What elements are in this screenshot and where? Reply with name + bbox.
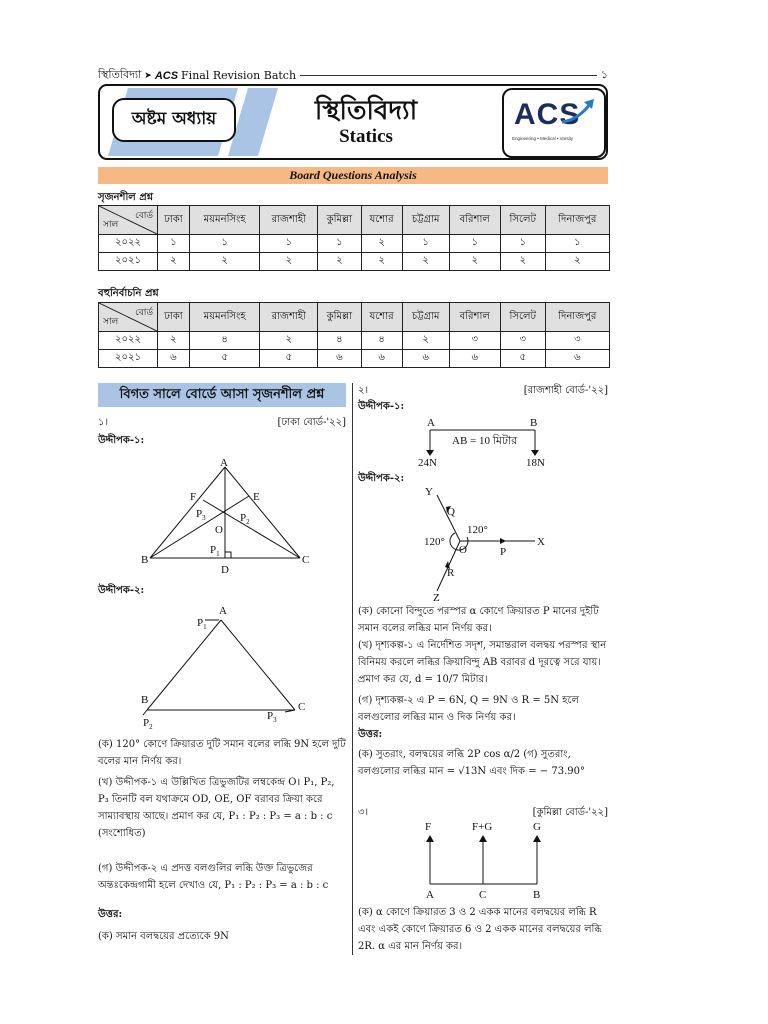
count-cell: ২ (260, 253, 318, 271)
header-batch: Final Revision Batch (181, 69, 297, 82)
q3-label-a: A (426, 889, 434, 901)
q1-part-ga: (গ) উদ্দীপক-২ এ প্রদত্ত বলগুলির লব্ধি উক্ত ত্রিভুজের অন্তঃকেন্দ্রগামী হলে দেখাও যে, P₁ : P₂ : P₃ = a : b : c (98, 863, 329, 891)
q2-beam-figure (410, 414, 560, 470)
force-label-r: R (447, 567, 455, 579)
force-label-q: Q (447, 506, 455, 518)
axis-label-z: Z (433, 592, 440, 603)
board-header: চট্টগ্রাম (402, 206, 449, 235)
count-cell: ৩ (545, 332, 609, 350)
board-header: ময়মনসিংহ (189, 303, 259, 332)
fig1-label-b: B (141, 554, 149, 566)
q1-head (98, 414, 346, 431)
board-header: কুমিল্লা (318, 303, 361, 332)
q1-board: [ঢাকা বোর্ড-'২২] (277, 417, 346, 428)
q1-stem1-label: উদ্দীপক-১: (98, 435, 145, 446)
q1-part-kha: (খ) উদ্দীপক-১ এ উল্লিখিত ত্রিভুজটির লম্বকেন্দ্র O। P₁, P₂, P₃ তিনটি বল যথাক্রমে OD, OE, OF বরাবর ক্রিয়া করে সাম্যাবস্থায় আছে। প্রমাণ কর যে, P₁ : P₂ : P₃ = a : b : c (সংশোধিত) (98, 777, 335, 839)
q3-label-fg: F+G (472, 821, 493, 833)
board-header: সিলেট (500, 206, 545, 235)
count-cell: ১ (545, 235, 609, 253)
creative-label: সৃজনশীল প্রশ্ন (98, 192, 153, 203)
angle-label-2: 120° (424, 536, 445, 548)
board-header: বরিশাল (449, 206, 500, 235)
table-row (99, 253, 610, 271)
header-subject: স্থিতিবিদ্যা (98, 68, 142, 81)
board-header: যশোর (361, 206, 402, 235)
table-row (99, 350, 610, 368)
board-analysis-title: Board Questions Analysis (98, 167, 608, 184)
q2-answer: (ক) সুতরাং, বলদ্বয়ের লব্ধি 2P cos α/2 (গ) সুতরাং, বলগুলোর লব্ধির মান = √13N এবং দিক = − 73.90° (358, 749, 585, 777)
count-cell: ৬ (449, 350, 500, 368)
q2-stem1-label: উদ্দীপক-১: (358, 401, 405, 412)
count-cell: ২ (189, 253, 259, 271)
board-header: চট্টগ্রাম (402, 303, 449, 332)
q2-force-figure (415, 483, 565, 603)
count-cell: ৫ (189, 350, 259, 368)
force-label-p: P (500, 546, 507, 558)
board-header: ঢাকা (158, 206, 190, 235)
fig1-label-p3: $P_3$ (196, 508, 206, 522)
table-header-row (99, 206, 610, 235)
count-cell: ৬ (361, 350, 402, 368)
corner-cell (99, 206, 158, 235)
corner-year: সাল (103, 220, 119, 230)
logo-tagline: Engineering • Medical • Varsity (512, 136, 574, 141)
beam-force-1: 24N (418, 457, 437, 469)
fig1-label-o: O (215, 524, 223, 536)
q3-part-ka: (ক) α কোণে ক্রিয়ারত 3 ও 2 একক মানের বলদ্বয়ের লব্ধি R এবং একই কোণে ক্রিয়ারত 6 ও 2 একক মানের বলদ্বয়ের লব্ধি 2R. α এর মান নির্ণয় কর। (358, 907, 602, 952)
count-cell: ১ (260, 235, 318, 253)
count-cell: ২ (158, 253, 190, 271)
count-cell: ৬ (158, 350, 190, 368)
acs-logo (502, 88, 606, 158)
corner-board: বোর্ড (135, 211, 153, 221)
q3-beam-figure (415, 816, 555, 902)
beam-label-a: A (427, 417, 435, 429)
fig1-label-p1: $P_1$ (210, 544, 220, 558)
breadcrumb-arrow-icon: ➤ (144, 70, 152, 81)
board-header: বরিশাল (449, 303, 500, 332)
table-row (99, 235, 610, 253)
board-header: ময়মনসিংহ (189, 206, 259, 235)
count-cell: ১ (402, 235, 449, 253)
q3-label-g: G (533, 821, 541, 833)
running-header (98, 66, 608, 85)
mcq-table (98, 302, 610, 368)
logo-arrow-icon (558, 96, 598, 128)
q2-head (358, 382, 608, 399)
count-cell: ২ (158, 332, 190, 350)
axis-label-x: X (537, 536, 545, 548)
count-cell: ৫ (260, 350, 318, 368)
fig2-label-b: B (141, 694, 149, 706)
q3-board: [কুমিল্লা বোর্ড-'২২] (532, 807, 608, 818)
count-cell: ৩ (449, 332, 500, 350)
q1-triangle-figure-2 (135, 602, 315, 732)
count-cell: ৪ (318, 332, 361, 350)
fig2-label-c: C (298, 701, 306, 713)
mcq-label: বহুনির্বাচনি প্রশ্ন (98, 288, 159, 299)
q1-answer-label: উত্তর: (98, 909, 123, 920)
count-cell: ৬ (545, 350, 609, 368)
q3-label-b: B (533, 889, 541, 901)
q2-stem2-label: উদ্দীপক-২: (358, 473, 405, 484)
beam-length: AB = 10 মিটার (452, 435, 518, 447)
fig1-label-c: C (302, 554, 310, 566)
year-cell: ২০২১ (99, 350, 158, 368)
count-cell: ২ (260, 332, 318, 350)
fig1-label-e: E (253, 491, 260, 503)
count-cell: ২ (361, 253, 402, 271)
count-cell: ৩ (500, 332, 545, 350)
count-cell: ২ (402, 332, 449, 350)
fig1-label-f: F (190, 491, 197, 503)
table-row (99, 332, 610, 350)
header-rule (300, 75, 597, 76)
year-cell: ২০২২ (99, 332, 158, 350)
section-title: বিগত সালে বোর্ডে আসা সৃজনশীল প্রশ্ন (98, 383, 346, 407)
count-cell: ১ (500, 235, 545, 253)
q2-answer-label: উত্তর: (358, 729, 383, 740)
board-header: কুমিল্লা (318, 206, 361, 235)
fig2-label-p2: $P_2$ (143, 717, 153, 731)
q2-part-ga: (গ) দৃশ্যকল্প-২ এ P = 6N, Q = 9N ও R = 5N হলে বলগুলোর লব্ধির মান ও দিক নির্ণয় কর। (358, 695, 579, 723)
header-brand: ACS (154, 69, 179, 82)
count-cell: ২ (500, 253, 545, 271)
year-cell: ২০২১ (99, 253, 158, 271)
beam-label-b: B (530, 417, 538, 429)
board-header: যশোর (361, 303, 402, 332)
count-cell: ১ (449, 235, 500, 253)
fig1-label-p2: $P_2$ (240, 512, 250, 526)
count-cell: ৪ (361, 332, 402, 350)
board-header: সিলেট (500, 303, 545, 332)
q3-label-c: C (479, 889, 487, 901)
q2-number: ২। (358, 385, 369, 396)
count-cell: ৬ (318, 350, 361, 368)
q2-board: [রাজশাহী বোর্ড-'২২] (523, 385, 608, 396)
beam-force-2: 18N (526, 457, 545, 469)
q1-part-ka: (ক) 120° কোণে ক্রিয়ারত দুটি সমান বলের লব্ধি 9N হলে দুটি বলের মান নির্ণয় কর। (98, 739, 346, 767)
q2-part-kha: (খ) দৃশ্যকল্প-১ এ নির্দেশিত সদৃশ, সমান্তরাল বলদ্বয় পরস্পর স্থান বিনিময় করলে লব্ধির ক্রিয়াবিন্দু AB বরাবর d দূরত্বে সরে যায়। প্রমাণ কর যে, d = 10/7 মিটার। (358, 640, 607, 685)
page-number: ১ (600, 68, 608, 81)
chapter-banner (98, 84, 608, 160)
board-header: ঢাকা (158, 303, 190, 332)
count-cell: ৫ (500, 350, 545, 368)
q2-part-ka: (ক) কোনো বিন্দুতে পরস্পর α কোণে ক্রিয়ারত P মানের দুইটি সমান বলের লব্ধির মান নির্ণয় কর। (358, 606, 599, 634)
count-cell: ১ (318, 235, 361, 253)
chapter-label: অষ্টম অধ্যায় (112, 98, 236, 142)
column-divider (352, 383, 353, 955)
fig2-label-a: A (219, 605, 227, 617)
axis-label-y: Y (425, 486, 433, 498)
board-header: দিনাজপুর (545, 206, 609, 235)
q1-triangle-figure-1 (130, 455, 320, 580)
q1-number: ১। (98, 417, 109, 428)
q1-answer: (ক) সমান বলদ্বয়ের প্রত্যেকে 9N (98, 931, 229, 942)
fig1-label-a: A (220, 457, 228, 469)
corner-board: বোর্ড (135, 308, 153, 318)
count-cell: ১ (158, 235, 190, 253)
logo-text: ACS (514, 98, 581, 131)
count-cell: ২ (449, 253, 500, 271)
count-cell: ১ (189, 235, 259, 253)
board-header: দিনাজপুর (545, 303, 609, 332)
count-cell: ৪ (189, 332, 259, 350)
year-cell: ২০২২ (99, 235, 158, 253)
q3-number: ৩। (358, 807, 369, 818)
count-cell: ২ (361, 235, 402, 253)
title-bangla: স্থিতিবিদ্যা (314, 96, 418, 126)
fig2-label-p3: $P_3$ (267, 710, 277, 724)
count-cell: ২ (545, 253, 609, 271)
board-header: রাজশাহী (260, 206, 318, 235)
board-header: রাজশাহী (260, 303, 318, 332)
count-cell: ৬ (402, 350, 449, 368)
fig1-label-d: D (221, 564, 229, 576)
count-cell: ২ (402, 253, 449, 271)
fig2-label-p1: $P_1$ (197, 617, 207, 631)
origin-label: O (459, 544, 467, 556)
q3-label-f: F (425, 821, 432, 833)
q1-stem2-label: উদ্দীপক-২: (98, 585, 145, 596)
title-english: Statics (339, 126, 393, 147)
table-header-row (99, 303, 610, 332)
creative-table (98, 205, 610, 271)
angle-label-1: 120° (467, 524, 488, 536)
corner-year: সাল (103, 317, 119, 327)
corner-cell (99, 303, 158, 332)
count-cell: ২ (318, 253, 361, 271)
